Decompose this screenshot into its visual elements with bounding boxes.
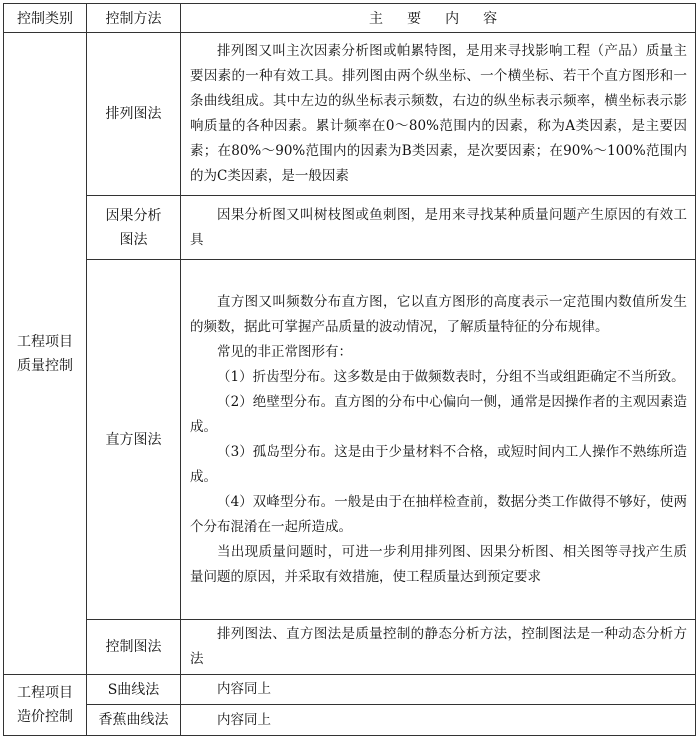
content-banana-curve (181, 705, 696, 736)
category-quality-line1: 工程项目 (17, 333, 73, 350)
category-cost-control (4, 675, 87, 736)
content-pareto (181, 33, 696, 196)
table-row-control-chart (4, 620, 696, 675)
fishbone-text: 因果分析图又叫树枝图或鱼刺图，是用来寻找某种质量问题产生原因的有效工具 (190, 206, 687, 248)
content-control-chart (181, 620, 696, 675)
method-banana-curve: 香蕉曲线法 (87, 705, 181, 736)
method-fishbone-line2: 图法 (119, 231, 148, 248)
category-cost-line2: 造价控制 (17, 709, 73, 725)
content-s-curve (181, 675, 696, 705)
category-quality-line2: 质量控制 (17, 357, 73, 374)
control-chart-text: 排列图法、直方图法是质量控制的静态分析方法，控制图法是一种动态分析方法 (190, 626, 687, 667)
method-pareto: 排列图法 (87, 33, 181, 196)
header-row (4, 4, 696, 33)
pareto-text: 排列图又叫主次因素分析图或帕累特图，是用来寻找影响工程（产品）质量主要因素的一种有效工具。排列图由两个纵坐标、一个横坐标、若干个直方图形和一条曲线组成。其中左边的纵坐标表示频数，右边的纵坐标表示频率，横坐标表示影响质量的各种因素。累计频率在0～80%范围内的因素，称为A类因素，是主要因素；在80%～90%范围内的因素为B类因素，是次要因素；在90%～100%范围内的为C类因素，是一般因素 (190, 43, 687, 184)
method-control-chart: 控制图法 (87, 620, 181, 675)
histogram-intro: 直方图又叫频数分布直方图，它以直方图形的高度表示一定范围内数值所发生的频数，据此可掌握产品质量的波动情况，了解质量特征的分布规律。 (190, 293, 687, 335)
method-histogram: 直方图法 (87, 260, 181, 620)
histogram-item-1: （1）折齿型分布。这多数是由于做频数表时，分组不当或组距确定不当所致。 (217, 368, 685, 385)
category-cost-line1: 工程项目 (17, 685, 73, 701)
content-histogram (181, 260, 696, 620)
quality-control-methods-table (3, 3, 696, 736)
histogram-item-4: （4）双峰型分布。一般是由于在抽样检查前，数据分类工作做得不够好，使两个分布混淆在一起所造成。 (190, 493, 687, 535)
table-row-histogram (4, 260, 696, 620)
histogram-item-2: （2）绝壁型分布。直方图的分布中心偏向一侧，通常是因操作者的主观因素造成。 (190, 393, 687, 435)
banana-curve-text: 内容同上 (217, 711, 271, 728)
table-row-s-curve (4, 675, 696, 705)
header-method: 控制方法 (87, 4, 181, 33)
table-row-pareto (4, 33, 696, 196)
method-fishbone-line1: 因果分析 (105, 207, 162, 224)
method-s-curve: S曲线法 (87, 675, 181, 705)
s-curve-text: 内容同上 (217, 681, 271, 697)
table-row-banana (4, 705, 696, 736)
header-content (181, 4, 696, 33)
method-fishbone (87, 196, 181, 260)
category-quality-control (4, 33, 87, 675)
histogram-conclusion: 当出现质量问题时，可进一步利用排列图、因果分析图、相关图等寻找产生质量问题的原因，并采取有效措施，使工程质量达到预定要求 (190, 543, 687, 585)
content-fishbone (181, 196, 696, 260)
histogram-item-3: （3）孤岛型分布。这是由于少量材料不合格，或短时间内工人操作不熟练所造成。 (190, 443, 687, 485)
histogram-abnormal-title: 常见的非正常图形有： (217, 343, 352, 360)
header-category: 控制类别 (4, 4, 87, 33)
table-row-fishbone (4, 196, 696, 260)
header-content-label: 主 要 内 容 (369, 11, 507, 27)
